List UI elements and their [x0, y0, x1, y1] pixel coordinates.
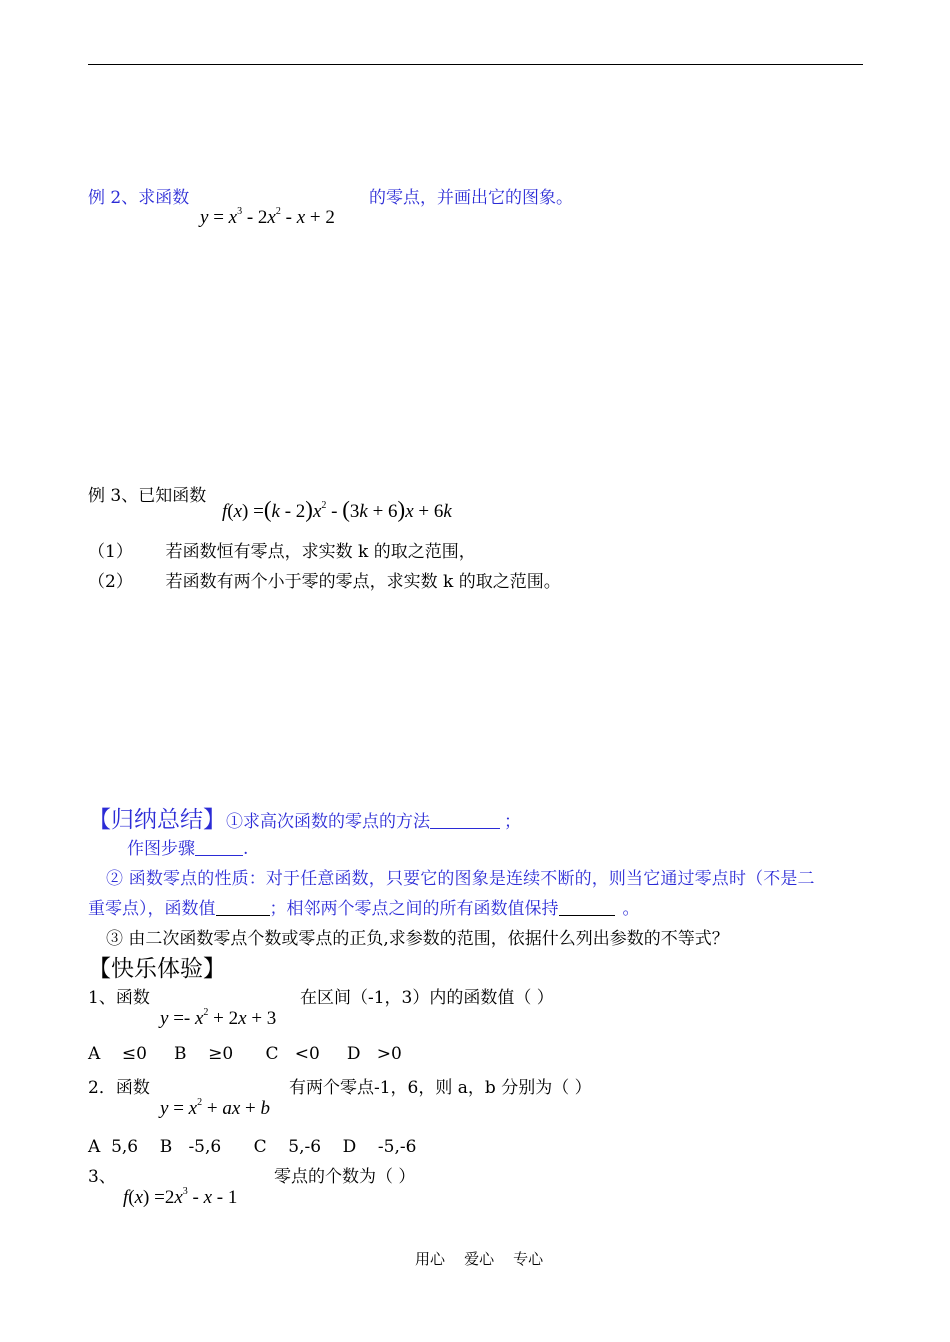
example3-formula: $f(x) =(k - 2)x^2 - (3k + 6)x + 6k$	[222, 497, 452, 522]
q3-formula: $f(x) =2x^3 - x - 1$	[123, 1186, 238, 1208]
item-text: 若函数有两个小于零的零点，求实数 k 的取之范围。	[165, 572, 561, 592]
value-blank	[216, 899, 270, 916]
q2-prefix: 2．函数	[88, 1078, 150, 1098]
summary-item3: ③ 由二次函数零点个数或零点的正负,求参数的范围，依据什么列出参数的不等式？	[106, 929, 729, 949]
q3-suffix: 零点的个数为（ ）	[274, 1167, 416, 1187]
q3-prefix: 3、	[88, 1167, 116, 1187]
q1-suffix: 在区间（-1，3）内的函数值（ ）	[300, 988, 554, 1008]
example2-suffix: 的零点，并画出它的图象。	[369, 188, 573, 208]
header-rule	[88, 64, 863, 65]
summary-item2-line1: ② 函数零点的性质：对于任意函数，只要它的图象是连续不断的，则当它通过零点时（不是二	[106, 869, 815, 889]
summary-item2-line2: 重零点），函数值 ；相邻两个零点之间的所有函数值保持 。	[88, 899, 640, 919]
q2-suffix: 有两个零点-1，6，则 a，b 分别为（ ）	[289, 1078, 592, 1098]
q1-formula: $y =- x^2 + 2x + 3$	[160, 1007, 277, 1029]
example3-prefix: 例 3、已知函数	[88, 486, 207, 506]
practice-heading: 【快乐体验】	[88, 956, 226, 982]
keep-blank	[559, 899, 615, 916]
summary-line-1: 【归纳总结】①求高次函数的零点的方法 ；	[88, 807, 521, 833]
steps-label: 作图步骤	[127, 839, 195, 859]
item-number: （2）	[88, 572, 133, 592]
example2-prefix: 例 2、求函数	[88, 188, 190, 208]
steps-blank	[195, 839, 243, 856]
item-number: （1）	[88, 542, 133, 562]
example3-item-2	[88, 571, 561, 593]
summary-heading: 【归纳总结】	[88, 807, 226, 833]
page-footer: 用心 爱心 专心	[415, 1250, 544, 1268]
q1-options: A ≤0 B ≥0 C <0 D >0	[88, 1044, 402, 1064]
item-text: 若函数恒有零点，求实数 k 的取之范围，	[165, 542, 476, 562]
q2-formula: $y = x^2$ + ax + b	[160, 1097, 270, 1119]
summary-steps: 作图步骤 .	[127, 839, 249, 859]
method-blank	[430, 812, 500, 829]
q1-prefix: 1、函数	[88, 988, 150, 1008]
example3-item-1	[88, 541, 476, 563]
q2-options: A 5,6 B -5,6 C 5,-6 D -5,-6	[88, 1137, 417, 1157]
summary-item1-text: ①求高次函数的零点的方法	[226, 812, 430, 832]
example2-formula: $y = x^3 - 2x^2 - x + 2$	[200, 206, 335, 228]
